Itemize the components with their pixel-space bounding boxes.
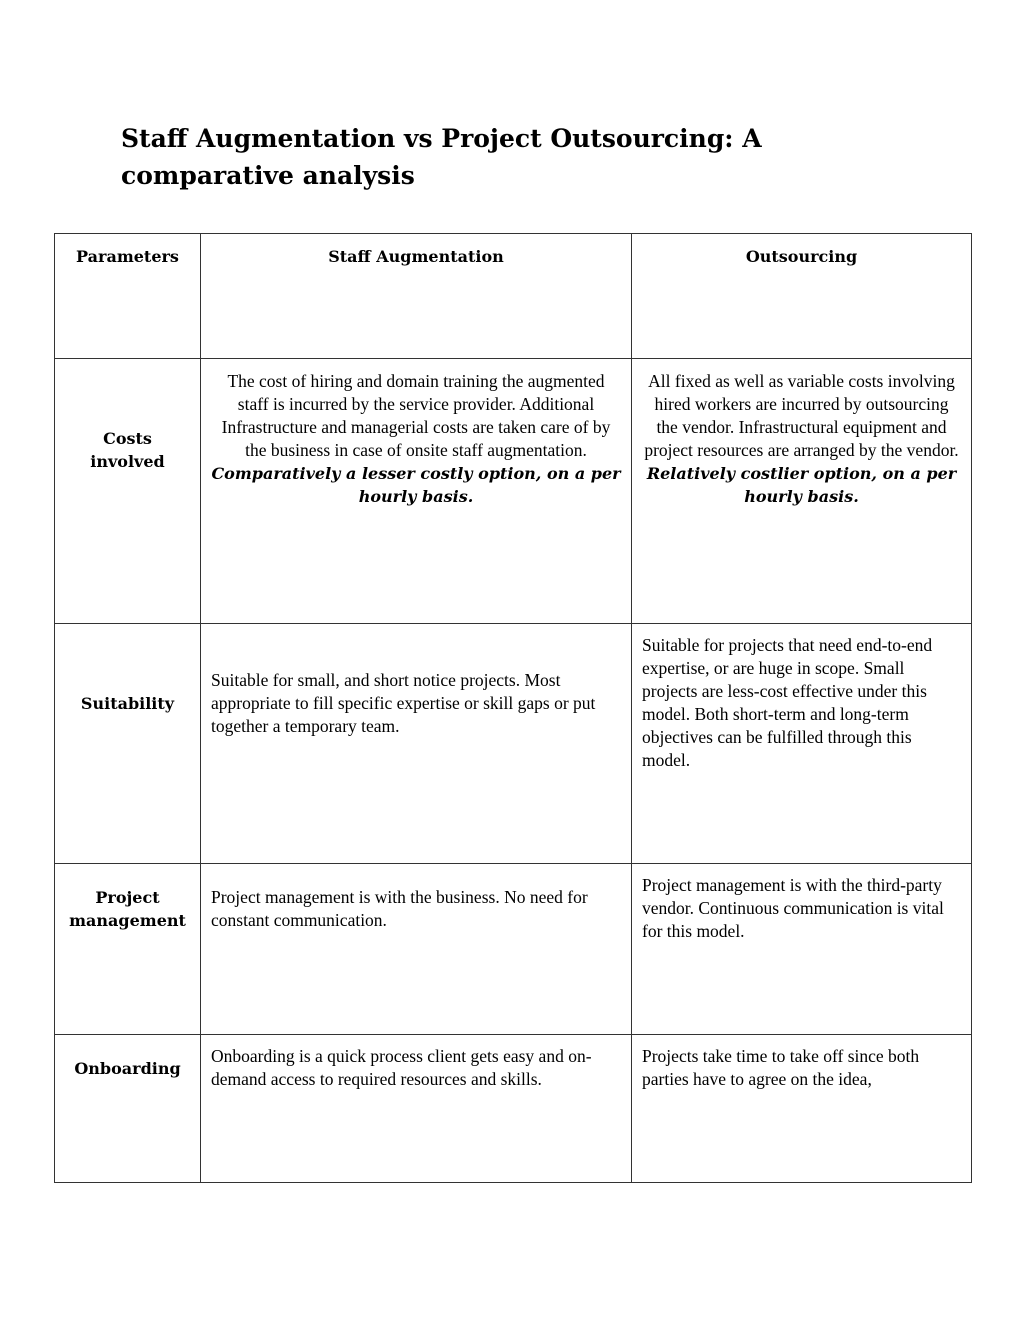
table-row — [55, 1035, 972, 1183]
page-title: Staff Augmentation vs Project Outsourcing: A comparative analysis — [121, 124, 762, 190]
table-row — [55, 624, 972, 864]
cell-pm-outsourcing: Project management is with the third-party vendor. Continuous communication is vital for this model. — [632, 864, 972, 1035]
costs-outsourcing-text: All fixed as well as variable costs involving hired workers are incurred by outsourcing the vendor. Infrastructural equipment and project resources are arranged by the vendor. — [644, 371, 959, 460]
header-parameters: Parameters — [55, 234, 201, 359]
costs-staff-text: The cost of hiring and domain training the augmented staff is incurred by the service provider. Additional Infrastructure and managerial costs are taken care of by the business in case of onsite staff augmentation. — [221, 371, 611, 460]
table-row — [55, 864, 972, 1035]
cell-costs-outsourcing — [632, 359, 972, 624]
table-header-row — [55, 234, 972, 359]
costs-staff-emphasis: Comparatively a lesser costly option, on a per hourly basis. — [211, 464, 621, 506]
param-project-management: Project management — [55, 864, 201, 1035]
costs-outsourcing-emphasis: Relatively costlier option, on a per hourly basis. — [646, 464, 957, 506]
cell-suitability-outsourcing: Suitable for projects that need end-to-end expertise, or are huge in scope. Small projects are less-cost effective under this model. Both short-term and long-term objectives can be fulfilled through this model. — [632, 624, 972, 864]
param-costs-involved: Costs involved — [55, 359, 201, 624]
comparison-table — [54, 233, 972, 1183]
table-row — [55, 359, 972, 624]
cell-pm-staff: Project management is with the business. No need for constant communication. — [201, 864, 632, 1035]
param-suitability: Suitability — [55, 624, 201, 864]
cell-onboarding-outsourcing: Projects take time to take off since both parties have to agree on the idea, — [632, 1035, 972, 1183]
header-outsourcing: Outsourcing — [632, 234, 972, 359]
header-staff-augmentation: Staff Augmentation — [201, 234, 632, 359]
cell-onboarding-staff: Onboarding is a quick process client gets easy and on-demand access to required resources and skills. — [201, 1035, 632, 1183]
param-onboarding: Onboarding — [55, 1035, 201, 1183]
cell-costs-staff — [201, 359, 632, 624]
cell-suitability-staff: Suitable for small, and short notice projects. Most appropriate to fill specific expertise or skill gaps or put together a temporary team. — [201, 624, 632, 864]
